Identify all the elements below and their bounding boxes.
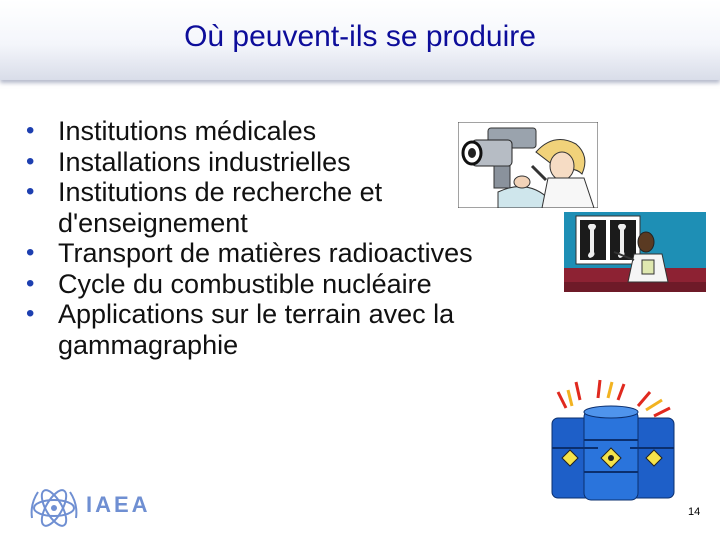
bullet-text: Applications sur le terrain avec la xyxy=(58,299,455,329)
bullet-text: Institutions médicales xyxy=(58,116,317,146)
bullet-text: Cycle du combustible nucléaire xyxy=(58,268,432,299)
bullet-dot-icon: • xyxy=(26,178,35,205)
bullet-item xyxy=(26,269,566,300)
slide-title: Où peuvent-ils se produire xyxy=(184,20,536,53)
bullet-dot-icon: • xyxy=(26,300,35,327)
bullet-text-continuation: d'enseignement xyxy=(58,207,248,238)
bullet-dot-icon: • xyxy=(26,269,35,297)
radioactive-barrels-clipart-icon xyxy=(546,378,680,508)
iaea-wordmark: IAEA xyxy=(86,492,151,517)
page-number: 14 xyxy=(688,506,701,518)
bullet-text: Installations industrielles xyxy=(58,146,351,177)
bullet-text: Transport de matières radioactives xyxy=(58,238,473,268)
bullet-dot-icon: • xyxy=(26,117,35,144)
iaea-emblem-icon xyxy=(26,484,82,534)
bullet-text: Institutions de recherche et xyxy=(58,177,383,207)
bullet-text-continuation: gammagraphie xyxy=(58,329,239,360)
bullet-item xyxy=(26,238,566,269)
bullet-item xyxy=(26,299,566,360)
medical-xray-clipart-icon xyxy=(458,122,598,208)
bullet-dot-icon: • xyxy=(26,147,35,175)
bullet-dot-icon: • xyxy=(26,239,35,266)
teacher-xray-board-clipart-icon xyxy=(564,212,706,292)
